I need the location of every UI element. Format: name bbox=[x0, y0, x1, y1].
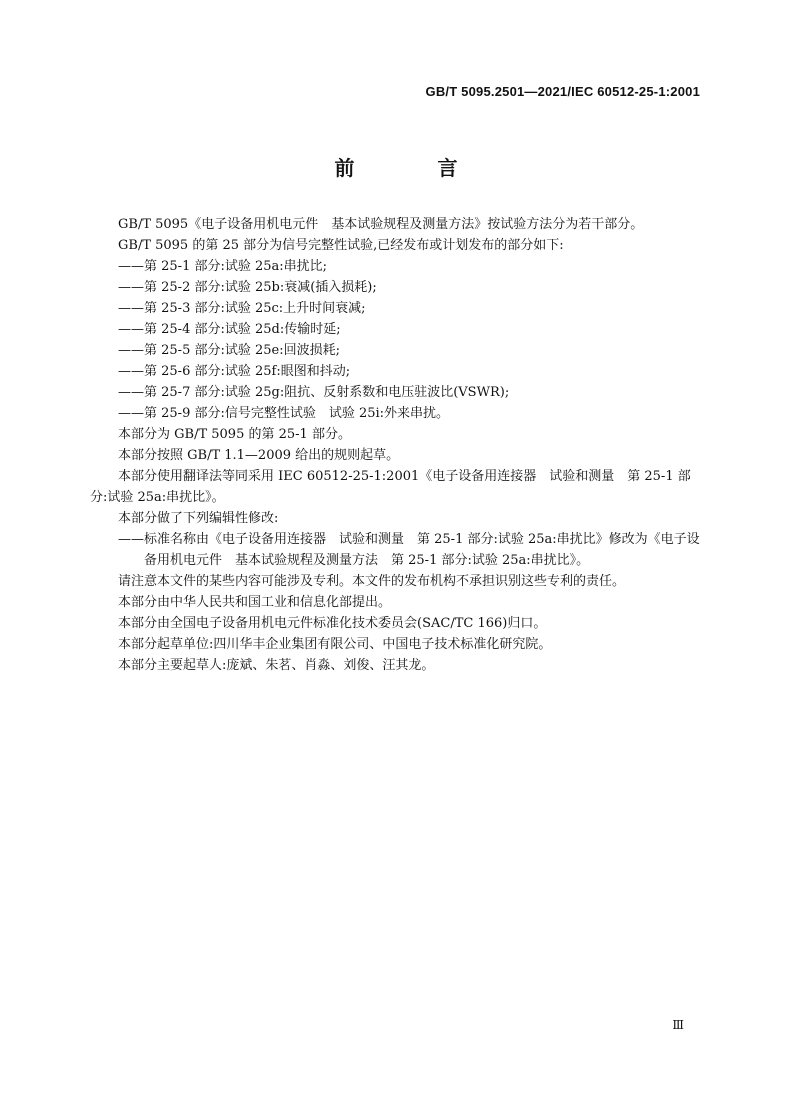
list-item-part-25-1: ——第 25-1 部分:试验 25a:串扰比; bbox=[118, 259, 328, 274]
preface-body bbox=[90, 214, 704, 676]
standard-code: GB/T 5095.2501—2021/IEC 60512-25-1:2001 bbox=[425, 84, 700, 99]
paragraph-edit-intro: 本部分做了下列编辑性修改: bbox=[118, 511, 279, 526]
list-item-part-25-7: ——第 25-7 部分:试验 25g:阻抗、反射系数和电压驻波比(VSWR); bbox=[118, 385, 510, 400]
list-item-part-25-3: ——第 25-3 部分:试验 25c:上升时间衰减; bbox=[118, 301, 366, 316]
list-item-edit: ——标准名称由《电子设备用连接器 试验和测量 第 25-1 部分:试验 25a:串扰比》修改为《电子设备用机电元件 基本试验规程及测量方法 第 25-1 部分:试验 25a:串扰比》。 bbox=[118, 532, 700, 568]
page-title: 前 言 bbox=[334, 156, 496, 180]
paragraph-adoption: 本部分使用翻译法等同采用 IEC 60512-25-1:2001《电子设备用连接器 试验和测量 第 25-1 部分:试验 25a:串扰比》。 bbox=[90, 469, 691, 505]
paragraph-this-part: 本部分为 GB/T 5095 的第 25-1 部分。 bbox=[118, 427, 351, 442]
paragraph-committee: 本部分由全国电子设备用机电元件标准化技术委员会(SAC/TC 166)归口。 bbox=[118, 616, 547, 631]
list-item-part-25-4: ——第 25-4 部分:试验 25d:传输时延; bbox=[118, 322, 341, 337]
list-item-part-25-6: ——第 25-6 部分:试验 25f:眼图和抖动; bbox=[118, 364, 351, 379]
paragraph-drafters: 本部分主要起草人:庞斌、朱茗、肖淼、刘俊、汪其龙。 bbox=[118, 658, 435, 673]
paragraph-series-intro: GB/T 5095《电子设备用机电元件 基本试验规程及测量方法》按试验方法分为若干部分。 bbox=[118, 217, 644, 232]
paragraph-drafting-units: 本部分起草单位:四川华丰企业集团有限公司、中国电子技术标准化研究院。 bbox=[118, 637, 552, 652]
paragraph-proposer: 本部分由中华人民共和国工业和信息化部提出。 bbox=[118, 595, 392, 610]
list-item-part-25-5: ——第 25-5 部分:试验 25e:回波损耗; bbox=[118, 343, 340, 358]
page-number: Ⅲ bbox=[672, 1018, 684, 1032]
list-item-part-25-9: ——第 25-9 部分:信号完整性试验 试验 25i:外来串扰。 bbox=[118, 406, 450, 421]
paragraph-patent-notice: 请注意本文件的某些内容可能涉及专利。本文件的发布机构不承担识别这些专利的责任。 bbox=[118, 574, 626, 589]
paragraph-part25-intro: GB/T 5095 的第 25 部分为信号完整性试验,已经发布或计划发布的部分如下: bbox=[118, 238, 564, 253]
paragraph-drafting-rules: 本部分按照 GB/T 1.1—2009 给出的规则起草。 bbox=[118, 448, 400, 463]
list-item-part-25-2: ——第 25-2 部分:试验 25b:衰减(插入损耗); bbox=[118, 280, 377, 295]
